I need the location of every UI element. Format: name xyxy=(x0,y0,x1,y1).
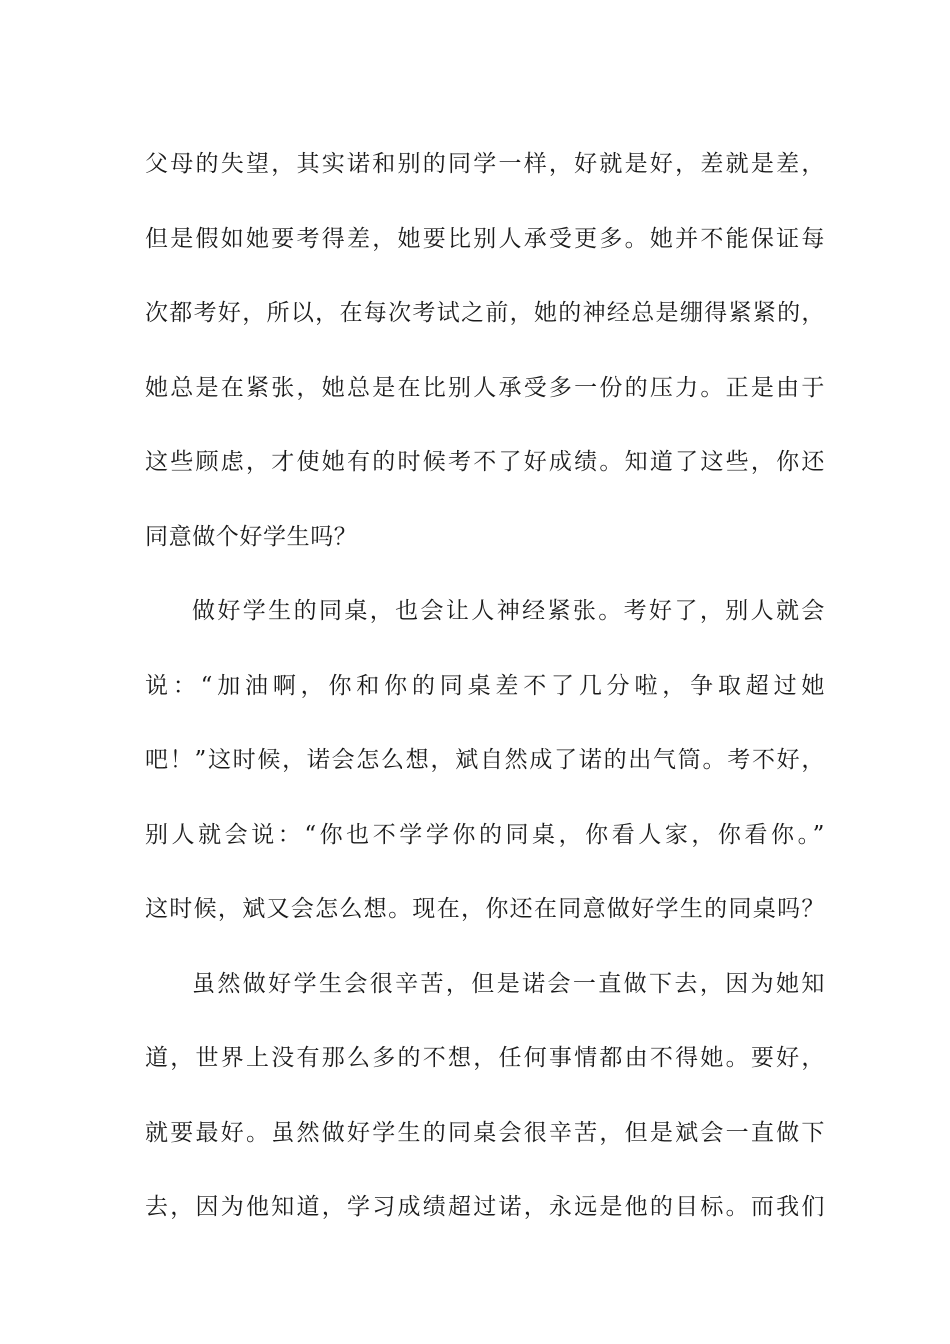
text-line: 说：“加油啊，你和你的同桌差不了几分啦，争取超过她 xyxy=(145,672,825,699)
text-line: 她总是在紧张，她总是在比别人承受多一份的压力。正是由于 xyxy=(145,374,825,401)
body-text xyxy=(145,127,825,1245)
text-line: 这些顾虑，才使她有的时候考不了好成绩。知道了这些，你还 xyxy=(145,449,825,475)
paragraph-first-line: 做好学生的同桌，也会让人神经紧张。考好了，别人就会 xyxy=(192,598,825,624)
text-line: 次都考好，所以，在每次考试之前，她的神经总是绷得紧紧的， xyxy=(145,300,825,326)
text-line: 就要最好。虽然做好学生的同桌会很辛苦，但是斌会一直做下 xyxy=(145,1119,825,1146)
paragraph-first-line: 虽然做好学生会很辛苦，但是诺会一直做下去，因为她知 xyxy=(192,970,825,997)
text-line: 父母的失望，其实诺和别的同学一样，好就是好，差就是差， xyxy=(145,151,825,177)
text-line: 去，因为他知道，学习成绩超过诺，永远是他的目标。而我们 xyxy=(145,1194,825,1220)
text-line: 吧！”这时候，诺会怎么想，斌自然成了诺的出气筒。考不好， xyxy=(145,747,825,773)
text-line: 同意做个好学生吗？ xyxy=(145,523,358,550)
text-line: 别人就会说：“你也不学学你的同桌，你看人家，你看你。” xyxy=(145,821,825,848)
text-line: 这时候，斌又会怎么想。现在，你还在同意做好学生的同桌吗？ xyxy=(145,896,825,922)
text-line: 道，世界上没有那么多的不想，任何事情都由不得她。要好， xyxy=(145,1045,825,1071)
text-line: 但是假如她要考得差，她要比别人承受更多。她并不能保证每 xyxy=(145,225,825,252)
